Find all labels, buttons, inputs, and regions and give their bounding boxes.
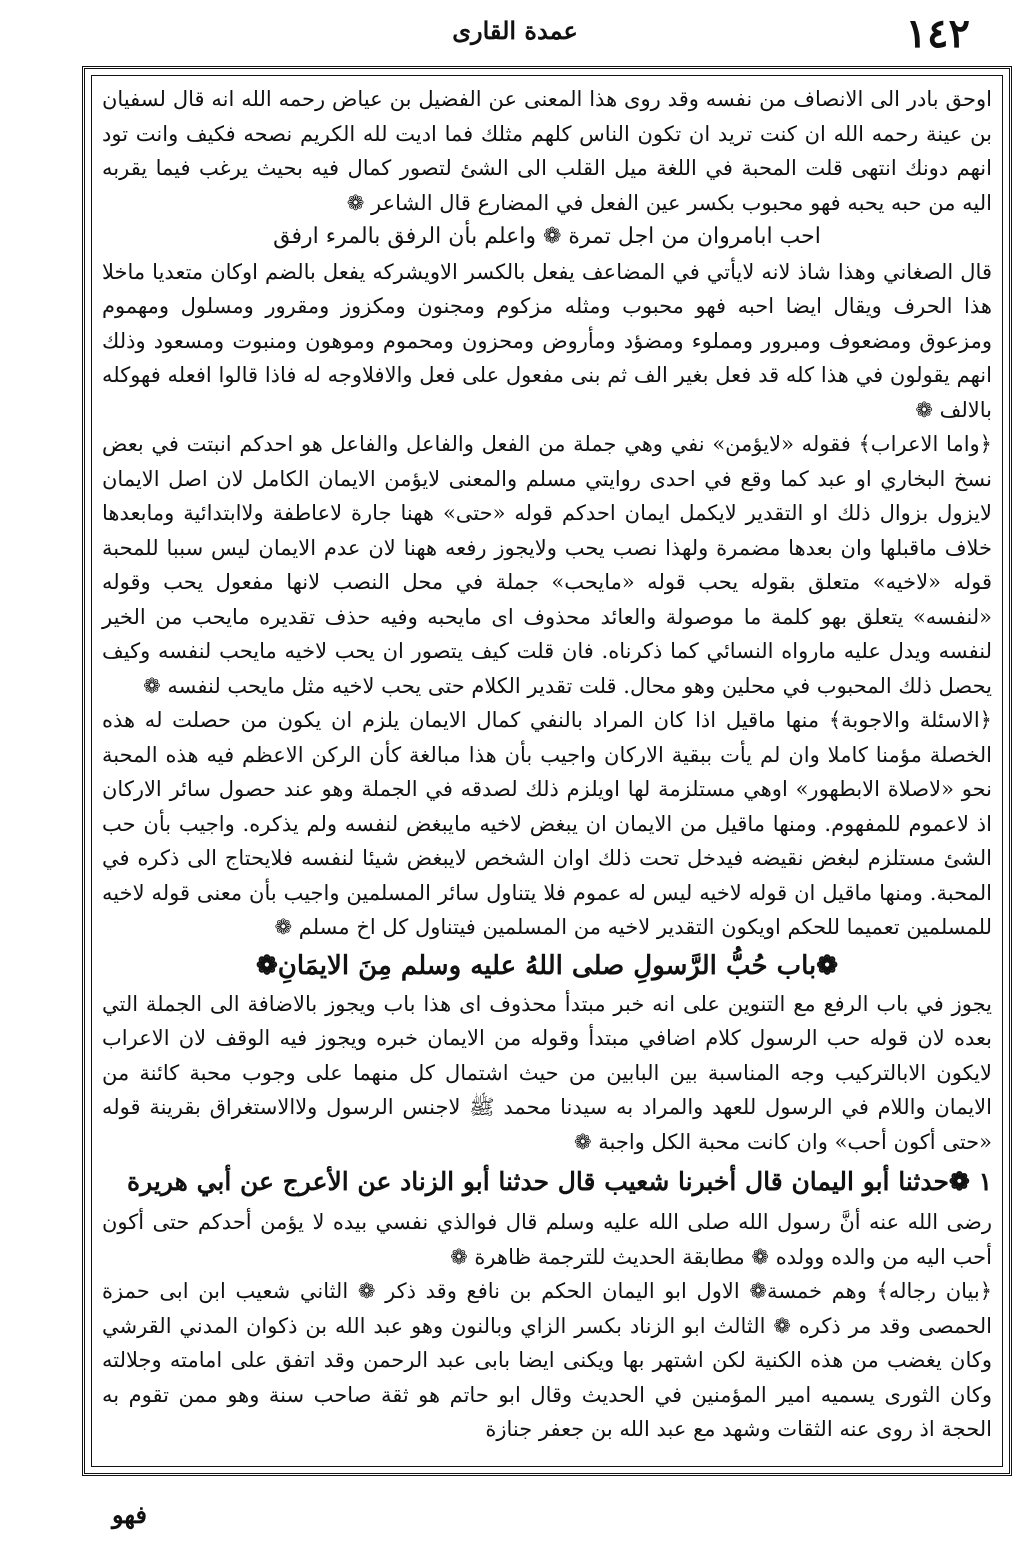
paragraph: يجوز في باب الرفع مع التنوين على انه خبر مبتدأ محذوف اى هذا باب ويجوز بالاضافة الى الجملة التي بعده لان قوله حب الرسول كلام اضافي مبتدأ وقوله من الايمان خبره ويجوز فيه الوقف لان الاعراب لايكون الابالتركيب وجه المناسبة بين البابين من حيث اشتمال كل منهما على وجوب محبة كائنة من الايمان واللام في الرسول للعهد والمراد به سيدنا محمد ﷺ لاجنس الرسول ولاالاستغراق بقرينة قوله «حتى أكون أحب» وان كانت محبة الكل واجبة ❁ [102, 991, 992, 1154]
paragraph: قال الصغاني وهذا شاذ لانه لايأتي في المضاعف يفعل بالكسر الاويشركه يفعل بالضم اوكان متعديا ماخلا هذا الحرف ويقال ايضا احبه فهو محبوب ومثله مزكوم ومجنون ومكزوز ومقرور ومسلول ومهموم ومزعوق ومضعوف ومبرور ومملوء ومضؤد ومأروض ومحزون ومحموم وموهون ومنبوت ومسعود وذلك انهم يقولون في هذا كله قد فعل بغير الف ثم بنى مفعول على فعل والافلاوجه له فاذا قالوا افعله فهوكله بالالف ❁ [102, 259, 992, 422]
page-number: ١٤٢ [905, 10, 970, 57]
running-title: عمدة القاری [452, 16, 578, 45]
inner-border [91, 75, 1003, 1467]
main-text [102, 82, 992, 1447]
paragraph: ﴿واما الاعراب﴾ فقوله «لايؤمن» نفي وهي جملة من الفعل والفاعل والفاعل هو احدكم انبتت في بعض نسخ البخاري او عبد كما وقع في احدى روايتي مسلم والمعنى لايؤمن الايمان الكامل لان اصل الايمان لايزول بزوال ذلك او التقدير لايكمل ايمان احدكم قوله «حتى» ههنا جارة لاعاطفة ولاابتدائية ومابعدها خلاف ماقبلها وان بعدها مضمرة ولهذا نصب يحب ولايجوز رفعه ههنا لان عدم الايمان ليس سببا للمحبة قوله «لاخيه» متعلق بقوله يحب قوله «مايحب» جملة في محل النصب لانها مفعول يحب وقوله «لنفسه» يتعلق بهو كلمة ما موصولة والعائد محذوف اى مايحبه وفيه حذف تقديره مايحب من الخير لنفسه ويدل عليه مارواه النسائي كما ذكرناه. فان قلت كيف يتصور ان يحب لاخيه مايحب لنفسه وكيف يحصل ذلك المحبوب في محلين وهو محال. قلت تقدير الكلام حتى يحب لاخيه مثل مايحب لنفسه ❁ [102, 432, 992, 698]
hadith-chain: ١ ❁حدثنا أبو اليمان قال أخبرنا شعيب قال حدثنا أبو الزناد عن الأعرج عن أبي هريرة [127, 1167, 992, 1196]
paragraph: اوحق بادر الى الانصاف من نفسه وقد روى هذا المعنى عن الفضيل بن عياض رحمه الله انه قال لسفيان بن عينة رحمه الله ان كنت تريد ان تكون الناس كلهم مثلك فما اديت لله الكريم نصحه فكيف وانت تود انهم دونك انتهى قلت المحبة في اللغة ميل القلب الى الشئ لتصور كمال فيه بحيث يرغب فيما يقربه اليه من حبه يحبه فهو محبوب بكسر عين الفعل في المضارع قال الشاعر ❁ [102, 87, 992, 215]
catchword: فهو [112, 1500, 147, 1529]
chapter-heading: ❁باب حُبُّ الرَّسولِ صلى اللهُ عليه وسلم مِنَ الايمَانِ❁ [255, 950, 839, 981]
page-border [82, 66, 1012, 1476]
page-header [60, 10, 970, 62]
poetry-verse: احب ابامروان من اجل تمرة ❁ واعلم بأن الرفق بالمرء ارفق [273, 224, 821, 249]
paragraph: ﴿الاسئلة والاجوبة﴾ منها ماقيل اذا كان المراد بالنفي كمال الايمان يلزم ان يكون من حصلت له هذه الخصلة مؤمنا كاملا وان لم يأت ببقية الاركان واجيب بأن هذا مبالغة كأن الركن الاعظم فيه هذه المحبة نحو «لاصلاة الابطهور» اوهي مستلزمة لها اويلزم ذلك لصدقه في الجملة وهو عند حصول سائر الاركان اذ لاعموم للمفهوم. ومنها ماقيل من الايمان ان يبغض لاخيه مايبغض لنفسه ولم يذكره. واجيب بأن حب الشئ مستلزم لبغض نقيضه فيدخل تحت ذلك اوان الشخص لايبغض شيئا لنفسه فلايحتاج الى ذكره في المحبة. ومنها ماقيل ان قوله لاخيه ليس له عموم فلا يتناول سائر المسلمين واجيب بأن معنى قوله لاخيه للمسلمين تعميما للحكم اويكون التقدير لاخيه من المسلمين فيتناول كل اخ مسلم ❁ [102, 708, 992, 939]
paragraph: رضى الله عنه أنَّ رسول الله صلى الله عليه وسلم قال فوالذي نفسي بيده لا يؤمن أحدكم حتى أكون أحب اليه من والده وولده ❁ مطابقة الحديث للترجمة ظاهرة ❁ [102, 1210, 992, 1269]
paragraph: ﴿بيان رجاله﴾ وهم خمسة❁ الاول ابو اليمان الحكم بن نافع وقد ذكر ❁ الثاني شعيب ابن ابى حمزة الحمصى وقد مر ذكره ❁ الثالث ابو الزناد بكسر الزاي وبالنون وهو عبد الله بن ذكوان المدني القرشي وكان يغضب من هذه الكنية لكن اشتهر بها ويكنى ايضا بابى عبد الرحمن وقد اتفق على امامته وجلالته وكان الثورى يسميه امير المؤمنين في الحديث وقال ابو حاتم هو ثقة صاحب سنة وهو ممن تقوم به الحجة اذ روى عنه الثقات وشهد مع عبد الله بن جعفر جنازة [102, 1279, 992, 1441]
